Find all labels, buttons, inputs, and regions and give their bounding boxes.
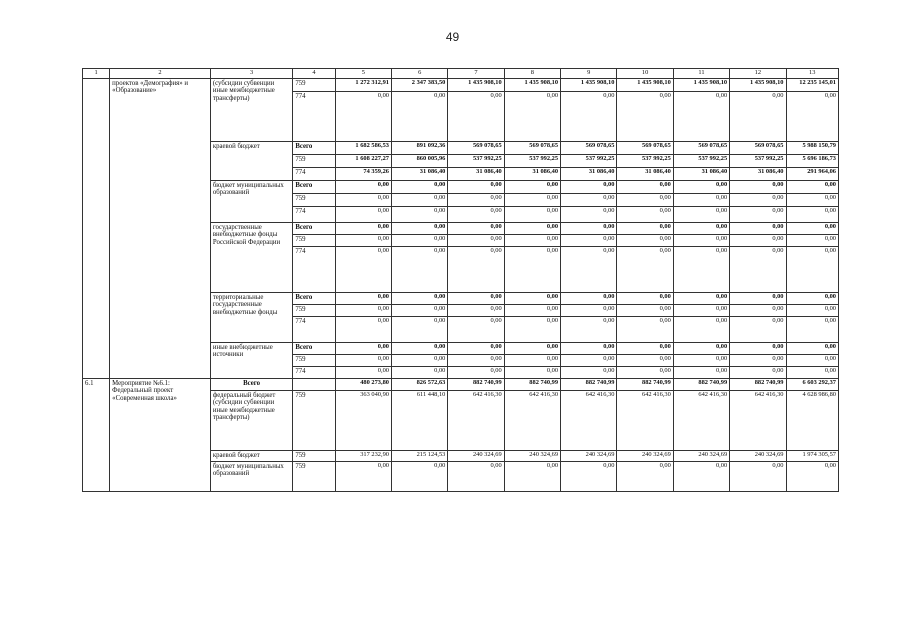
- amount-cell: 0,00: [561, 91, 617, 141]
- amount-cell: 0,00: [617, 354, 673, 366]
- amount-cell: 0,00: [561, 180, 617, 193]
- amount-cell: 0,00: [504, 246, 560, 292]
- amount-cell: 882 740,99: [730, 378, 786, 390]
- amount-cell: 0,00: [561, 354, 617, 366]
- budget-code: 774: [293, 206, 335, 222]
- amount-cell: 0,00: [617, 180, 673, 193]
- amount-cell: 6 603 292,37: [786, 378, 839, 390]
- amount-cell: 569 078,65: [448, 141, 504, 154]
- amount-cell: 0,00: [786, 91, 839, 141]
- amount-cell: 569 078,65: [561, 141, 617, 154]
- amount-cell: 0,00: [617, 304, 673, 316]
- amount-cell: 0,00: [391, 180, 447, 193]
- amount-cell: 31 086,40: [391, 167, 447, 180]
- amount-cell: 291 964,06: [786, 167, 839, 180]
- budget-code: 774: [293, 316, 335, 342]
- amount-cell: 0,00: [730, 461, 786, 491]
- amount-cell: 240 324,69: [561, 450, 617, 461]
- table-row: [83, 78, 839, 91]
- column-number: 6: [391, 69, 447, 79]
- budget-code: 759: [293, 193, 335, 206]
- amount-cell: 0,00: [335, 91, 391, 141]
- amount-cell: 0,00: [617, 316, 673, 342]
- amount-cell: 1 682 586,53: [335, 141, 391, 154]
- amount-cell: 0,00: [561, 461, 617, 491]
- funding-source: бюджет муниципальных образований: [210, 461, 293, 491]
- amount-cell: 0,00: [673, 193, 729, 206]
- amount-cell: 0,00: [673, 342, 729, 354]
- amount-cell: 642 416,30: [448, 390, 504, 450]
- amount-cell: 0,00: [335, 461, 391, 491]
- amount-cell: 0,00: [504, 180, 560, 193]
- amount-cell: 0,00: [335, 304, 391, 316]
- amount-cell: 891 092,36: [391, 141, 447, 154]
- amount-cell: 0,00: [391, 222, 447, 234]
- amount-cell: 215 124,53: [391, 450, 447, 461]
- amount-cell: 860 005,96: [391, 154, 447, 167]
- amount-cell: 0,00: [617, 461, 673, 491]
- amount-cell: 826 572,63: [391, 378, 447, 390]
- amount-cell: 0,00: [391, 206, 447, 222]
- amount-cell: 12 235 145,01: [786, 78, 839, 91]
- measure-name: проектов «Демография» и «Образование»: [110, 78, 211, 378]
- amount-cell: 0,00: [730, 366, 786, 378]
- column-number: 3: [210, 69, 293, 79]
- amount-cell: 0,00: [730, 193, 786, 206]
- amount-cell: 0,00: [561, 206, 617, 222]
- funding-source: бюджет муниципальных образований: [210, 180, 293, 222]
- amount-cell: 0,00: [561, 366, 617, 378]
- amount-cell: 0,00: [391, 193, 447, 206]
- amount-cell: 0,00: [335, 234, 391, 246]
- amount-cell: 0,00: [448, 461, 504, 491]
- amount-cell: 1 435 908,10: [561, 78, 617, 91]
- amount-cell: 882 740,99: [673, 378, 729, 390]
- budget-code: 759: [293, 450, 335, 461]
- amount-cell: 0,00: [786, 316, 839, 342]
- amount-cell: 0,00: [391, 316, 447, 342]
- amount-cell: 0,00: [335, 292, 391, 304]
- funding-source: иные внебюджетные источники: [210, 342, 293, 378]
- amount-cell: 0,00: [673, 234, 729, 246]
- amount-cell: 882 740,99: [448, 378, 504, 390]
- amount-cell: 0,00: [617, 234, 673, 246]
- amount-cell: 0,00: [504, 234, 560, 246]
- amount-cell: 537 992,25: [730, 154, 786, 167]
- amount-cell: 0,00: [730, 234, 786, 246]
- amount-cell: 1 435 908,10: [448, 78, 504, 91]
- amount-cell: 0,00: [391, 91, 447, 141]
- amount-cell: 0,00: [335, 246, 391, 292]
- amount-cell: 0,00: [786, 304, 839, 316]
- row-number: 6.1: [83, 378, 110, 491]
- amount-cell: 31 086,40: [561, 167, 617, 180]
- amount-cell: 0,00: [504, 316, 560, 342]
- amount-cell: 0,00: [673, 180, 729, 193]
- column-number: 11: [673, 69, 729, 79]
- amount-cell: 0,00: [448, 206, 504, 222]
- amount-cell: 0,00: [730, 354, 786, 366]
- amount-cell: 0,00: [673, 316, 729, 342]
- funding-source: государственные внебюджетные фонды Российской Федерации: [210, 222, 293, 292]
- measure-name: Мероприятие №6.1: Федеральный проект «Современная школа»: [110, 378, 211, 491]
- funding-source: краевой бюджет: [210, 141, 293, 180]
- amount-cell: 0,00: [335, 222, 391, 234]
- amount-cell: 0,00: [448, 91, 504, 141]
- budget-code: 759: [293, 304, 335, 316]
- budget-code: Всего: [293, 342, 335, 354]
- column-number: 4: [293, 69, 335, 79]
- budget-code: Всего: [293, 141, 335, 154]
- amount-cell: 0,00: [730, 342, 786, 354]
- amount-cell: 569 078,65: [730, 141, 786, 154]
- amount-cell: 0,00: [730, 180, 786, 193]
- amount-cell: 0,00: [730, 91, 786, 141]
- column-number: 10: [617, 69, 673, 79]
- amount-cell: 0,00: [561, 342, 617, 354]
- budget-code: [293, 378, 335, 390]
- amount-cell: 0,00: [504, 206, 560, 222]
- row-number: [83, 78, 110, 378]
- column-number: 9: [561, 69, 617, 79]
- amount-cell: 0,00: [673, 461, 729, 491]
- budget-code: 759: [293, 154, 335, 167]
- amount-cell: 0,00: [335, 366, 391, 378]
- amount-cell: 882 740,99: [561, 378, 617, 390]
- amount-cell: 31 086,40: [617, 167, 673, 180]
- amount-cell: 4 628 986,80: [786, 390, 839, 450]
- amount-cell: 1 435 908,10: [504, 78, 560, 91]
- amount-cell: 882 740,99: [617, 378, 673, 390]
- amount-cell: 0,00: [391, 354, 447, 366]
- budget-code: 759: [293, 461, 335, 491]
- amount-cell: 317 232,90: [335, 450, 391, 461]
- amount-cell: 74 359,26: [335, 167, 391, 180]
- amount-cell: 1 608 227,27: [335, 154, 391, 167]
- amount-cell: 240 324,69: [730, 450, 786, 461]
- amount-cell: 0,00: [786, 246, 839, 292]
- amount-cell: 642 416,30: [617, 390, 673, 450]
- amount-cell: 0,00: [730, 316, 786, 342]
- budget-code: 774: [293, 246, 335, 292]
- amount-cell: 569 078,65: [504, 141, 560, 154]
- amount-cell: 1 974 305,57: [786, 450, 839, 461]
- amount-cell: 0,00: [786, 193, 839, 206]
- amount-cell: 1 435 908,10: [617, 78, 673, 91]
- column-number: 5: [335, 69, 391, 79]
- column-number: 13: [786, 69, 839, 79]
- amount-cell: 1 435 908,10: [673, 78, 729, 91]
- funding-source: краевой бюджет: [210, 450, 293, 461]
- amount-cell: 0,00: [617, 206, 673, 222]
- amount-cell: 642 416,30: [730, 390, 786, 450]
- amount-cell: 0,00: [391, 304, 447, 316]
- amount-cell: 0,00: [561, 316, 617, 342]
- amount-cell: 0,00: [617, 193, 673, 206]
- amount-cell: 240 324,69: [617, 450, 673, 461]
- amount-cell: 0,00: [617, 342, 673, 354]
- amount-cell: 0,00: [391, 342, 447, 354]
- column-number: 2: [110, 69, 211, 79]
- amount-cell: 0,00: [391, 234, 447, 246]
- amount-cell: 642 416,30: [504, 390, 560, 450]
- budget-code: 759: [293, 78, 335, 91]
- amount-cell: 0,00: [673, 304, 729, 316]
- column-number-row: [83, 69, 839, 79]
- funding-source: федеральный бюджет (субсидии субвенции иные межбюджетные трансферты): [210, 390, 293, 450]
- amount-cell: 5 988 150,79: [786, 141, 839, 154]
- amount-cell: 0,00: [335, 206, 391, 222]
- amount-cell: 0,00: [448, 193, 504, 206]
- amount-cell: 0,00: [391, 246, 447, 292]
- table-row: [83, 378, 839, 390]
- amount-cell: 0,00: [561, 234, 617, 246]
- amount-cell: 1 272 312,91: [335, 78, 391, 91]
- amount-cell: 0,00: [786, 234, 839, 246]
- amount-cell: 0,00: [786, 354, 839, 366]
- amount-cell: 0,00: [391, 366, 447, 378]
- amount-cell: 31 086,40: [673, 167, 729, 180]
- amount-cell: 0,00: [504, 366, 560, 378]
- amount-cell: 0,00: [786, 206, 839, 222]
- amount-cell: 31 086,40: [730, 167, 786, 180]
- amount-cell: 537 992,25: [617, 154, 673, 167]
- amount-cell: 0,00: [786, 222, 839, 234]
- amount-cell: 363 040,90: [335, 390, 391, 450]
- budget-code: 774: [293, 366, 335, 378]
- budget-code: 774: [293, 167, 335, 180]
- page-number: 49: [445, 30, 460, 44]
- amount-cell: 0,00: [391, 461, 447, 491]
- column-number: 7: [448, 69, 504, 79]
- amount-cell: 537 992,25: [448, 154, 504, 167]
- amount-cell: 0,00: [673, 292, 729, 304]
- amount-cell: 0,00: [504, 304, 560, 316]
- amount-cell: 0,00: [504, 193, 560, 206]
- amount-cell: 0,00: [335, 354, 391, 366]
- funding-source: территориальные государственные внебюджетные фонды: [210, 292, 293, 342]
- amount-cell: 0,00: [561, 193, 617, 206]
- amount-cell: 0,00: [561, 222, 617, 234]
- amount-cell: 1 435 908,10: [730, 78, 786, 91]
- amount-cell: 0,00: [504, 292, 560, 304]
- amount-cell: 0,00: [730, 292, 786, 304]
- amount-cell: 0,00: [617, 91, 673, 141]
- amount-cell: 0,00: [561, 246, 617, 292]
- budget-table: [82, 68, 839, 492]
- amount-cell: 240 324,69: [448, 450, 504, 461]
- amount-cell: 0,00: [448, 180, 504, 193]
- budget-code: 759: [293, 354, 335, 366]
- amount-cell: 240 324,69: [504, 450, 560, 461]
- amount-cell: 0,00: [448, 366, 504, 378]
- amount-cell: 0,00: [561, 304, 617, 316]
- amount-cell: 0,00: [335, 180, 391, 193]
- amount-cell: 0,00: [617, 366, 673, 378]
- amount-cell: 642 416,30: [673, 390, 729, 450]
- budget-code: Всего: [293, 180, 335, 193]
- amount-cell: 0,00: [730, 246, 786, 292]
- amount-cell: 0,00: [617, 222, 673, 234]
- amount-cell: 642 416,30: [561, 390, 617, 450]
- amount-cell: 537 992,25: [561, 154, 617, 167]
- amount-cell: 0,00: [673, 91, 729, 141]
- amount-cell: 569 078,65: [673, 141, 729, 154]
- amount-cell: 31 086,40: [504, 167, 560, 180]
- column-number: 1: [83, 69, 110, 79]
- amount-cell: 0,00: [448, 246, 504, 292]
- amount-cell: 0,00: [786, 342, 839, 354]
- amount-cell: 0,00: [504, 342, 560, 354]
- total-label: Всего: [210, 378, 293, 390]
- amount-cell: 0,00: [673, 222, 729, 234]
- budget-code: 759: [293, 234, 335, 246]
- amount-cell: 0,00: [673, 366, 729, 378]
- amount-cell: 0,00: [448, 342, 504, 354]
- amount-cell: 0,00: [786, 292, 839, 304]
- amount-cell: 0,00: [335, 316, 391, 342]
- amount-cell: 0,00: [617, 292, 673, 304]
- amount-cell: 240 324,69: [673, 450, 729, 461]
- amount-cell: 882 740,99: [504, 378, 560, 390]
- budget-code: 774: [293, 91, 335, 141]
- amount-cell: 0,00: [730, 222, 786, 234]
- column-number: 12: [730, 69, 786, 79]
- amount-cell: 0,00: [504, 222, 560, 234]
- amount-cell: 0,00: [335, 342, 391, 354]
- amount-cell: 0,00: [673, 354, 729, 366]
- budget-code: Всего: [293, 222, 335, 234]
- amount-cell: 611 448,10: [391, 390, 447, 450]
- amount-cell: 569 078,65: [617, 141, 673, 154]
- amount-cell: 0,00: [504, 461, 560, 491]
- amount-cell: 2 347 383,50: [391, 78, 447, 91]
- amount-cell: 0,00: [504, 91, 560, 141]
- amount-cell: 0,00: [504, 354, 560, 366]
- amount-cell: 0,00: [448, 222, 504, 234]
- amount-cell: 0,00: [786, 366, 839, 378]
- amount-cell: 0,00: [673, 246, 729, 292]
- amount-cell: 0,00: [617, 246, 673, 292]
- amount-cell: 0,00: [730, 206, 786, 222]
- budget-code: 759: [293, 390, 335, 450]
- amount-cell: 0,00: [786, 461, 839, 491]
- amount-cell: 0,00: [673, 206, 729, 222]
- amount-cell: 0,00: [391, 292, 447, 304]
- amount-cell: 537 992,25: [504, 154, 560, 167]
- budget-code: Всего: [293, 292, 335, 304]
- amount-cell: 480 273,80: [335, 378, 391, 390]
- amount-cell: 0,00: [786, 180, 839, 193]
- amount-cell: 0,00: [448, 304, 504, 316]
- amount-cell: 5 696 186,73: [786, 154, 839, 167]
- amount-cell: 31 086,40: [448, 167, 504, 180]
- amount-cell: 0,00: [335, 193, 391, 206]
- column-number: 8: [504, 69, 560, 79]
- amount-cell: 0,00: [448, 354, 504, 366]
- amount-cell: 0,00: [448, 292, 504, 304]
- amount-cell: 0,00: [448, 234, 504, 246]
- funding-source: (субсидии субвенции иные межбюджетные трансферты): [210, 78, 293, 141]
- amount-cell: 537 992,25: [673, 154, 729, 167]
- amount-cell: 0,00: [561, 292, 617, 304]
- amount-cell: 0,00: [730, 304, 786, 316]
- amount-cell: 0,00: [448, 316, 504, 342]
